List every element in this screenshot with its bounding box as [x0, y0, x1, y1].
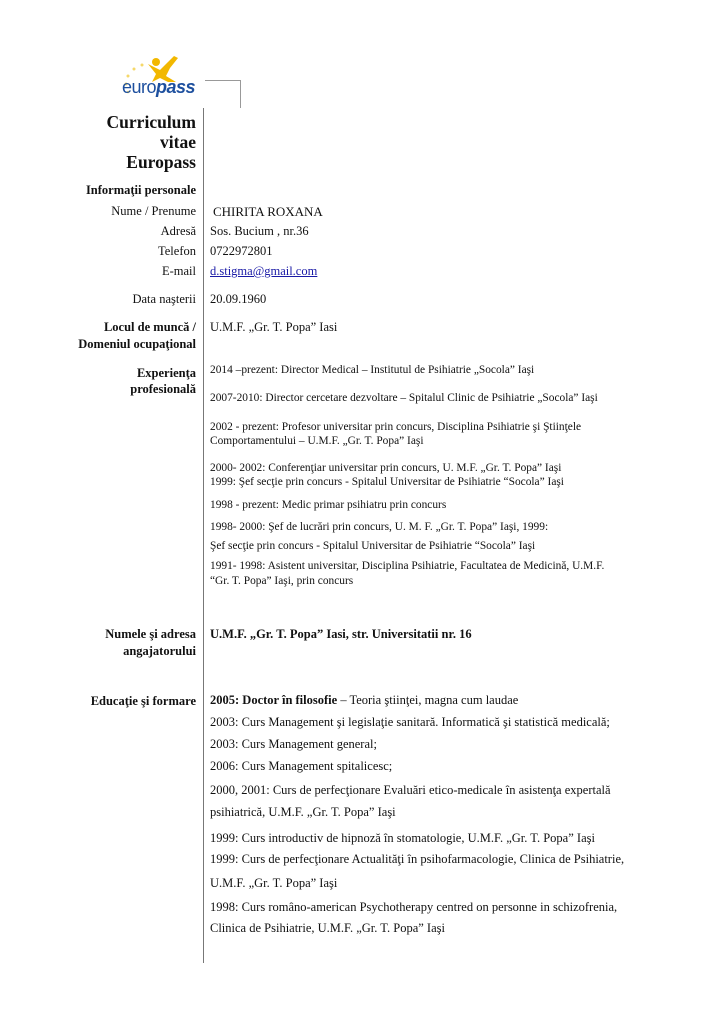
logo-frame-v [240, 80, 241, 108]
employer-label-2: angajatorului [123, 644, 196, 658]
phone-label: Telefon [158, 244, 196, 258]
education-first-rest: – Teoria ştiinţei, magna cum laudae [337, 693, 519, 707]
education-item: 2006: Curs Management spitalicesc; [210, 759, 393, 773]
education-item: 2003: Curs Management şi legislaţie sanitară. Informatică şi statistică medicală; [210, 715, 610, 729]
title-line-2: vitae [160, 132, 196, 152]
column-divider [203, 108, 204, 963]
logo-euro: euro [122, 77, 157, 97]
experience-item: 2007-2010: Director cercetare dezvoltare – Spitalul Clinic de Psihiatrie „Socola” Iaşi [210, 392, 598, 404]
workplace-label-1: Locul de muncă / [103, 320, 196, 334]
experience-item: 1999: Şef secţie prin concurs - Spitalul Universitar de Psihiatrie “Socola” Iaşi [210, 476, 564, 488]
education-item: U.M.F. „Gr. T. Popa” Iaşi [210, 876, 338, 890]
education-item: 2003: Curs Management general; [210, 737, 377, 751]
europass-logo [118, 52, 208, 102]
experience-label-1: Experienţa [136, 366, 196, 380]
experience-label-2: profesională [130, 382, 196, 396]
education-first-bold: 2005: Doctor în filosofie [210, 693, 338, 707]
experience-item: 1991- 1998: Asistent universitar, Disciplina Psihiatrie, Facultatea de Medicină, U.M.F. [210, 560, 605, 572]
employer-label-1: Numele şi adresa [105, 627, 196, 641]
email-link[interactable]: d.stigma@gmail.com [210, 264, 318, 278]
logo-pass: pass [156, 77, 196, 97]
experience-item: 1998 - prezent: Medic primar psihiatru prin concurs [210, 499, 447, 511]
education-item: 1998: Curs româno-american Psychotherapy centred on personne in schizofrenia, [210, 900, 618, 914]
experience-item: 1998- 2000: Şef de lucrări prin concurs, U. M. F. „Gr. T. Popa” Iaşi, 1999: [210, 521, 549, 533]
workplace-label-2: Domeniul ocupaţional [78, 337, 196, 351]
personal-heading: Informaţii personale [85, 183, 196, 197]
name-value: CHIRITA ROXANA [213, 204, 323, 219]
education-item: psihiatrică, U.M.F. „Gr. T. Popa” Iaşi [210, 805, 396, 819]
experience-item: 2002 - prezent: Profesor universitar prin concurs, Disciplina Psihiatrie şi Ştiinţele [210, 421, 582, 433]
workplace-value: U.M.F. „Gr. T. Popa” Iasi [210, 320, 338, 334]
education-item: 1999: Curs introductiv de hipnoză în stomatologie, U.M.F. „Gr. T. Popa” Iaşi [210, 831, 595, 845]
dob-label: Data naşterii [132, 292, 196, 306]
experience-item: 2014 –prezent: Director Medical – Institutul de Psihiatrie „Socola” Iaşi [210, 364, 535, 376]
experience-item: Comportamentului – U.M.F. „Gr. T. Popa” Iaşi [210, 435, 424, 447]
dob-value: 20.09.1960 [210, 292, 267, 306]
address-value: Sos. Bucium , nr.36 [210, 224, 309, 238]
education-label: Educaţie şi formare [90, 694, 196, 708]
address-label: Adresă [160, 224, 196, 238]
education-item: 1999: Curs de perfecţionare Actualităţi în psihofarmacologie, Clinica de Psihiatrie, [210, 852, 625, 866]
email-label: E-mail [161, 264, 196, 278]
logo-frame-h [205, 80, 240, 81]
experience-item: Şef secţie prin concurs - Spitalul Universitar de Psihiatrie “Socola” Iaşi [210, 540, 536, 552]
experience-item: 2000- 2002: Conferenţiar universitar prin concurs, U. M.F. „Gr. T. Popa” Iaşi [210, 462, 562, 474]
education-item: Clinica de Psihiatrie, U.M.F. „Gr. T. Popa” Iaşi [210, 921, 445, 935]
experience-item: “Gr. T. Popa” Iaşi, prin concurs [210, 575, 354, 587]
name-label: Nume / Prenume [111, 204, 196, 218]
education-item-first [210, 693, 518, 708]
education-item: 2000, 2001: Curs de perfecţionare Evaluări etico-medicale în asistenţa expertală [210, 783, 611, 797]
title-line-1: Curriculum [106, 112, 196, 132]
employer-value: U.M.F. „Gr. T. Popa” Iasi, str. Universitatii nr. 16 [210, 627, 472, 641]
title-line-3: Europass [126, 152, 196, 172]
phone-value: 0722972801 [210, 244, 273, 258]
